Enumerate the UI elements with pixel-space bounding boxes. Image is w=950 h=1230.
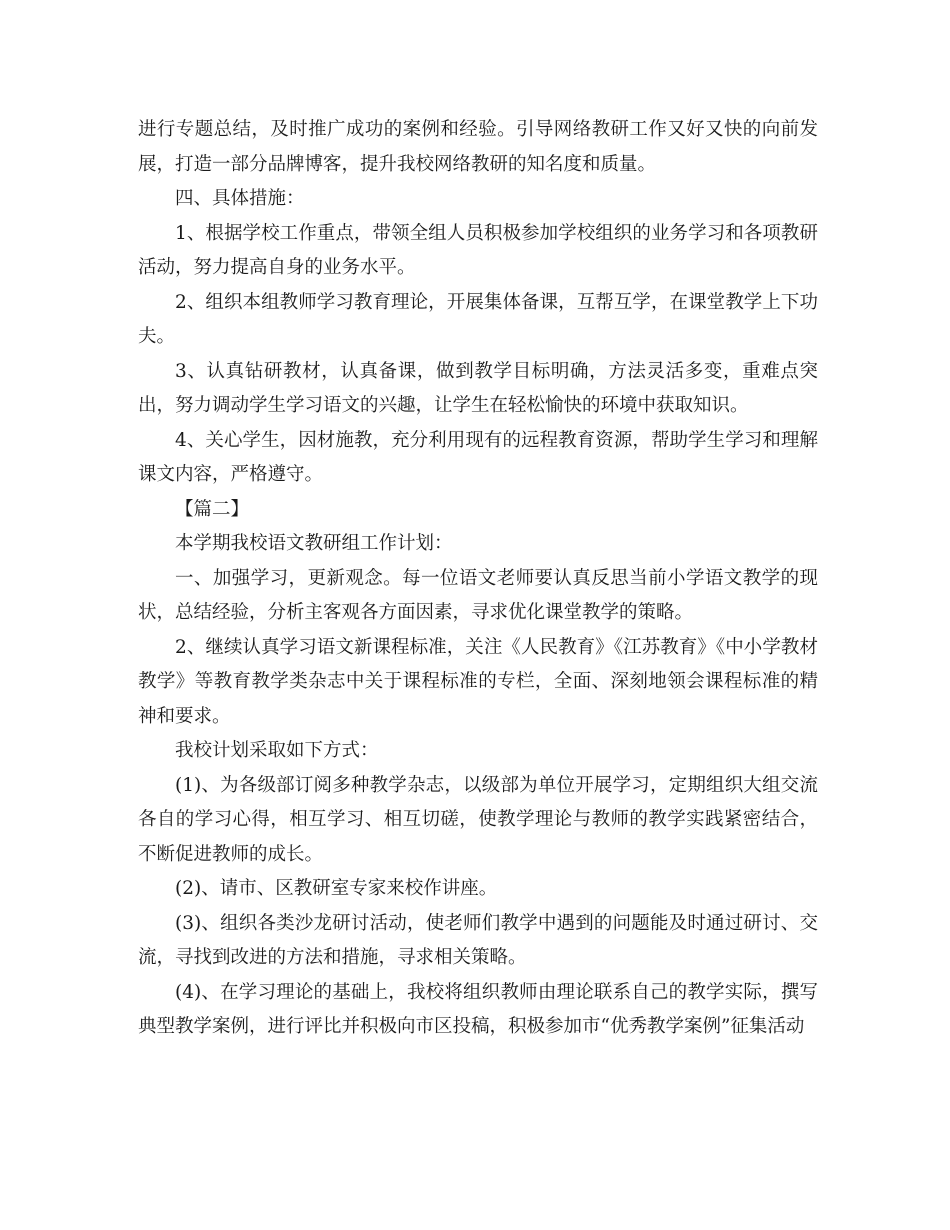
paragraph: (1)、为各级部订阅多种教学杂志，以级部为单位开展学习，定期组织大组交流各自的学习心得，相互学习、相互切磋，使教学理论与教师的教学实践紧密结合，不断促进教师的成长。 [138,774,818,865]
paragraph: 本学期我校语文教研组工作计划： [175,533,453,554]
paragraph: 1、根据学校工作重点，带领全组人员积极参加学校组织的业务学习和各项教研活动，努力提高自身的业务水平。 [138,222,818,278]
paragraph: (4)、在学习理论的基础上，我校将组织教师由理论联系自己的教学实际，撰写典型教学案例，进行评比并积极向市区投稿，积极参加市“优秀教学案例”征集活动 [138,981,818,1037]
paragraph: (2)、请市、区教研室专家来校作讲座。 [175,878,498,899]
paragraph: 2、组织本组教师学习教育理论，开展集体备课，互帮互学，在课堂教学上下功夫。 [138,291,818,347]
part-heading: 【篇二】 [175,498,250,520]
section-heading: 四、具体措施： [175,188,305,209]
paragraph: 进行专题总结，及时推广成功的案例和经验。引导网络教研工作又好又快的向前发展，打造一部分品牌博客，提升我校网络教研的知名度和质量。 [138,119,818,175]
paragraph: 4、关心学生，因材施教，充分利用现有的远程教育资源，帮助学生学习和理解课文内容，严格遵守。 [138,429,818,485]
paragraph: 我校计划采取如下方式： [175,740,379,761]
paragraph: 2、继续认真学习语文新课程标准，关注《人民教育》《江苏教育》《中小学教材教学》等教育教学类杂志中关于课程标准的专栏，全面、深刻地领会课程标准的精神和要求。 [138,636,818,727]
document-body [138,113,818,1045]
paragraph: 3、认真钻研教材，认真备课，做到教学目标明确，方法灵活多变，重难点突出，努力调动学生学习语文的兴趣，让学生在轻松愉快的环境中获取知识。 [138,360,818,416]
paragraph: (3)、组织各类沙龙研讨活动，使老师们教学中遇到的问题能及时通过研讨、交流，寻找到改进的方法和措施，寻求相关策略。 [138,912,818,968]
paragraph: 一、加强学习，更新观念。每一位语文老师要认真反思当前小学语文教学的现状，总结经验，分析主客观各方面因素，寻求优化课堂教学的策略。 [138,567,818,623]
